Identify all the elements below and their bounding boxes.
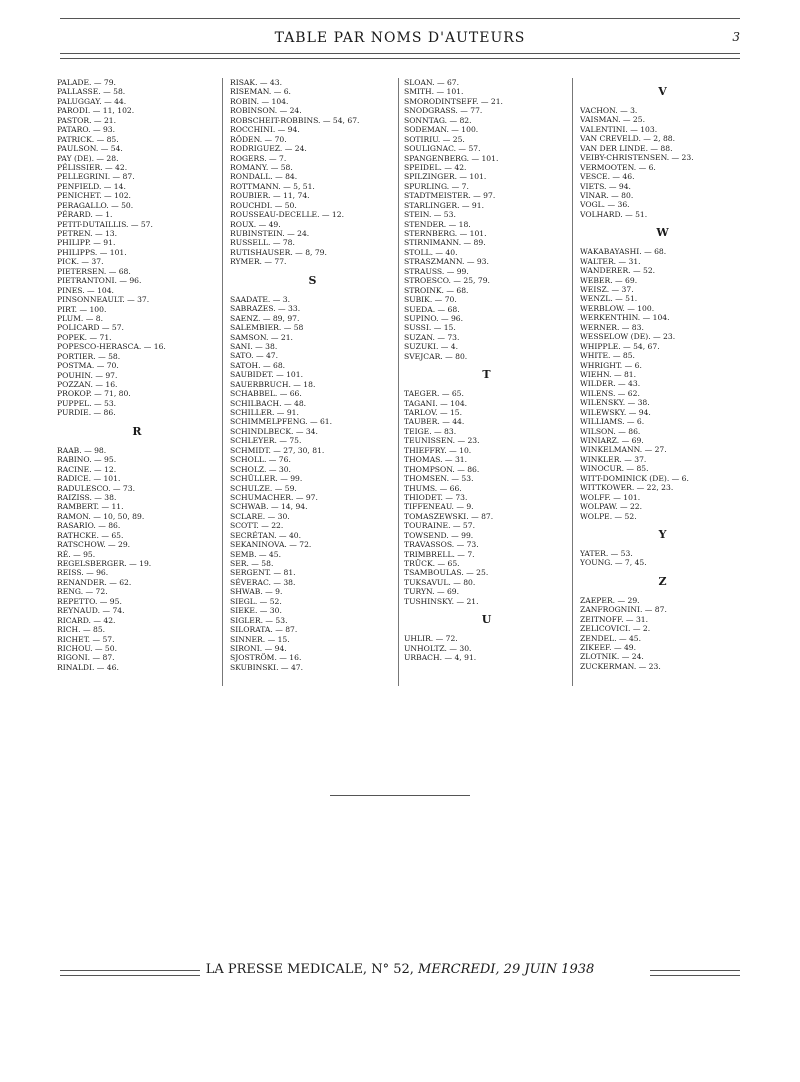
author-entry: PIETERSEN. — 68. xyxy=(57,266,131,276)
author-entry: RIGONI. — 87. xyxy=(57,653,115,663)
author-entry: TSAMBOULAS. — 25. xyxy=(404,568,489,578)
author-entry: ZEITNOFF. — 31. xyxy=(580,614,649,624)
author-entry: SODEMAN. — 100. xyxy=(404,125,479,135)
author-entry: SCHÜLLER. — 99. xyxy=(230,474,303,484)
author-entry: WENZL. — 51. xyxy=(580,294,638,304)
author-entry: WINKELMANN. — 27. xyxy=(580,445,667,455)
author-entry: RATSCHOW. — 29. xyxy=(57,540,131,550)
author-entry: SMITH. — 101. xyxy=(404,87,464,97)
author-entry: POPEK. — 71. xyxy=(57,332,112,342)
author-entry: WOLPAW. — 22. xyxy=(580,502,643,512)
author-entry: STROINK. — 68. xyxy=(404,285,469,295)
author-entry: WIEHN. — 81. xyxy=(580,369,637,379)
author-entry: TRAVASSOS. — 73. xyxy=(404,540,479,550)
author-entry: WESSELOW (DE). — 23. xyxy=(580,332,676,342)
author-entry: RISAK. — 43. xyxy=(230,78,282,87)
author-entry: VACHON. — 3. xyxy=(580,106,638,115)
author-entry: SUBIK. — 70. xyxy=(404,295,457,305)
author-entry: WALTER. — 31. xyxy=(580,256,641,266)
author-entry: SCHUMACHER. — 97. xyxy=(230,492,318,502)
author-entry: SONNTAG. — 82. xyxy=(404,115,472,125)
section-letter-heading: V xyxy=(658,85,667,98)
footer-date: MERCREDI, 29 JUIN 1938 xyxy=(418,962,595,977)
author-entry: THIEFFRY. — 10. xyxy=(404,445,472,455)
author-entry: THOMPSON. — 86. xyxy=(404,464,480,474)
author-entry: THOMAS. — 31. xyxy=(404,455,468,465)
author-entry: WEBER. — 69. xyxy=(580,275,638,285)
author-entry: RUSSELL. — 78. xyxy=(230,238,295,248)
author-entry: POSTMA. — 70. xyxy=(57,361,119,371)
author-entry: ZANFROGNINI. — 87. xyxy=(580,605,667,615)
author-entry: PROKOP. — 71, 80. xyxy=(57,389,131,399)
author-entry: RICHET. — 57. xyxy=(57,634,115,644)
author-entry: PALADE. — 79. xyxy=(57,78,116,87)
author-entry: WOLFF. — 101. xyxy=(580,492,641,502)
author-entry: YOUNG. — 7, 45. xyxy=(580,558,647,568)
author-entry: STARLINGER. — 91. xyxy=(404,200,484,210)
author-entry: VAISMAN. — 25. xyxy=(580,115,645,125)
author-entry: PAULSON. — 54. xyxy=(57,144,123,154)
author-entry: PALLASSE. — 58. xyxy=(57,87,126,97)
author-entry: SPURLING. — 7. xyxy=(404,181,469,191)
author-entry: RÉ. — 95. xyxy=(57,549,96,559)
author-entry: SPEIDEL. — 42. xyxy=(404,162,467,172)
author-entry: SILORATA. — 87. xyxy=(230,625,298,635)
section-letter-heading: S xyxy=(308,273,317,287)
author-entry: REYNAUD. — 74. xyxy=(57,606,125,616)
author-entry: THUMS. — 66. xyxy=(404,483,462,493)
author-entry: SAMSON. — 21. xyxy=(230,332,293,342)
author-entry: URBACH. — 4, 91. xyxy=(404,653,477,663)
author-entry: SECRÉTAN. — 40. xyxy=(230,530,302,540)
author-entry: PIRT. — 100. xyxy=(57,304,107,314)
author-entry: SCHILBACH. — 48. xyxy=(230,398,307,408)
author-entry: RAMON. — 10, 50, 89. xyxy=(57,511,145,521)
author-entry: SIRONI. — 94. xyxy=(230,643,287,653)
author-entry: RUTISHAUSER. — 8, 79. xyxy=(230,247,327,257)
author-entry: SVEJCAR. — 80. xyxy=(404,351,468,361)
author-entry: ROUCHDI. — 50. xyxy=(230,200,297,210)
author-entry: TEUNISSEN. — 23. xyxy=(404,436,480,446)
author-entry: PALUGGAY. — 44. xyxy=(57,96,127,106)
author-entry: SANI. — 38. xyxy=(230,341,278,351)
author-entry: THIODET. — 73. xyxy=(404,492,468,502)
author-entry: STOLL. — 40. xyxy=(404,247,458,257)
author-entry: TAGANI. — 104. xyxy=(404,398,468,408)
author-entry: POLICARD — 57. xyxy=(57,323,124,333)
author-entry: SCLARE. — 30. xyxy=(230,511,290,521)
author-entry: REISS. — 96. xyxy=(57,568,109,578)
author-entry: PATARO. — 93. xyxy=(57,125,116,135)
author-entry: STENDER. — 18. xyxy=(404,219,471,229)
author-entry: PARODI. — 11, 102. xyxy=(57,106,135,116)
author-entry: SCHABBEL. — 66. xyxy=(230,389,302,399)
author-entry: PETIT-DUTAILLIS. — 57. xyxy=(57,219,153,229)
column-divider xyxy=(398,78,399,686)
author-entry: SINNER. — 15. xyxy=(230,634,290,644)
author-entry: WEISZ. — 37. xyxy=(580,285,634,294)
author-entry: VERMOOTEN. — 6. xyxy=(580,162,656,172)
author-entry: REGELSBERGER. — 19. xyxy=(57,559,152,568)
author-entry: VINAR. — 80. xyxy=(580,190,634,200)
index-column-2 xyxy=(230,78,395,672)
author-entry: ZENDEL. — 45. xyxy=(580,633,642,643)
header-rule-bottom xyxy=(60,53,740,59)
author-entry: SEKANINOVA. — 72. xyxy=(230,540,312,550)
author-entry: REPETTO. — 95. xyxy=(57,596,122,606)
section-letter-heading: W xyxy=(656,226,669,240)
index-column-4 xyxy=(580,78,745,671)
author-entry: WITT-DOMINICK (DE). — 6. xyxy=(580,473,689,483)
author-entry: SCHOLL. — 76. xyxy=(230,455,291,465)
section-letter-heading: U xyxy=(481,613,492,627)
author-entry: WITTKOWER. — 22, 23. xyxy=(580,483,674,493)
author-entry: SKUBINSKI. — 47. xyxy=(230,662,304,672)
author-entry: WILLIAMS. — 6. xyxy=(580,417,645,427)
section-letter-heading: R xyxy=(132,424,142,438)
author-entry: SAENZ. — 89, 97. xyxy=(230,313,300,323)
end-divider xyxy=(330,795,470,796)
author-entry: SALEMBIER. — 58 xyxy=(230,323,304,333)
author-entry: STADTMEISTER. — 97. xyxy=(404,191,496,201)
author-entry: WILDER. — 43. xyxy=(580,379,641,389)
author-entry: WILSON. — 86. xyxy=(580,426,641,436)
author-entry: STROESCO. — 25, 79. xyxy=(404,276,490,286)
author-entry: PICK. — 37. xyxy=(57,257,104,267)
author-entry: TURYN. — 69. xyxy=(404,587,460,597)
author-entry: WHRIGHT. — 6. xyxy=(580,360,642,370)
author-entry: WHITE. — 85. xyxy=(580,351,635,361)
author-entry: PLUM. — 8. xyxy=(57,313,103,323)
author-entry: SATOH. — 68. xyxy=(230,360,286,370)
author-entry: RINALDI. — 46. xyxy=(57,662,119,672)
author-entry: VOLHARD. — 51. xyxy=(580,209,648,219)
author-entry: WILENS. — 62. xyxy=(580,388,640,398)
author-entry: POPESCO-HERASCA. — 16. xyxy=(57,342,166,352)
author-entry: WERNER. — 83. xyxy=(580,322,644,332)
author-entry: SCHLEYER. — 75. xyxy=(230,436,302,446)
author-entry: STRASZMANN. — 93. xyxy=(404,257,489,267)
author-entry: SHWAB. — 9. xyxy=(230,587,283,597)
author-entry: RABINO. — 95. xyxy=(57,455,117,465)
section-letter-heading: Y xyxy=(658,527,667,541)
author-entry: SPANGENBERG. — 101. xyxy=(404,153,499,163)
author-entry: STRAUSS. — 99. xyxy=(404,266,469,276)
author-entry: PASTOR. — 21. xyxy=(57,115,117,125)
author-entry: SMORODINTSEFF. — 21. xyxy=(404,96,503,106)
author-entry: VIETS. — 94. xyxy=(580,181,631,191)
page-number: 3 xyxy=(732,30,740,44)
author-entry: PENFIELD. — 14. xyxy=(57,181,126,191)
footer-rule-right xyxy=(650,970,740,976)
header-rule-top xyxy=(60,18,740,19)
author-entry: RACINE. — 12. xyxy=(57,464,117,474)
author-entry: ROUBIER. — 11, 74. xyxy=(230,191,310,201)
author-entry: ZIKEEF. — 49. xyxy=(580,643,637,652)
author-entry: ROUSSEAU-DECELLE. — 12. xyxy=(230,210,344,220)
author-entry: VAN CREVELD. — 2, 88. xyxy=(580,134,676,144)
author-entry: TUSHINSKY. — 21. xyxy=(404,596,479,606)
author-entry: YATER. — 53. xyxy=(580,548,633,558)
author-entry: SLOAN. — 67. xyxy=(404,78,460,87)
author-entry: SÉVERAC. — 38. xyxy=(230,577,296,587)
author-entry: WERBLOW. — 100. xyxy=(580,303,655,313)
page-header xyxy=(60,30,740,48)
author-entry: RENANDER. — 62. xyxy=(57,577,132,587)
author-entry: SUZAN. — 73. xyxy=(404,332,460,342)
author-entry: RODRIGUEZ. — 24. xyxy=(230,144,307,154)
author-entry: PERAGALLO. — 50. xyxy=(57,200,134,210)
author-entry: PURDIE. — 86. xyxy=(57,408,116,418)
column-divider xyxy=(572,78,573,686)
author-entry: PATRICK. — 85. xyxy=(57,134,119,144)
author-entry: RAAB. — 98. xyxy=(57,445,107,455)
author-entry: TRÜCK. — 65. xyxy=(404,559,460,568)
author-entry: WINKLER. — 37. xyxy=(580,454,647,464)
author-entry: TOWSEND. — 99. xyxy=(404,530,474,540)
author-entry: ROCCHINI. — 94. xyxy=(230,125,300,135)
author-entry: VALENTINI. — 103. xyxy=(580,124,658,134)
author-entry: WILENSKY. — 38. xyxy=(580,398,650,408)
author-entry: SJOSTRÖM. — 16. xyxy=(230,653,302,663)
author-entry: SOTIRIU. — 25. xyxy=(404,134,465,144)
author-entry: PUPPEL. — 53. xyxy=(57,398,117,408)
author-entry: PELLEGRINI. — 87. xyxy=(57,172,135,182)
author-entry: POZZAN. — 16. xyxy=(57,380,118,389)
author-entry: PÉLISSIER. — 42. xyxy=(57,162,128,172)
author-entry: SEMB. — 45. xyxy=(230,549,282,559)
page-footer xyxy=(60,962,740,982)
author-entry: SER. — 58. xyxy=(230,559,274,568)
author-entry: SIGLER. — 53. xyxy=(230,615,288,625)
author-entry: PORTIER. — 58. xyxy=(57,351,121,361)
author-entry: SERGENT. — 81. xyxy=(230,568,296,578)
footer-journal: LA PRESSE MEDICALE, xyxy=(205,962,368,977)
footer-text xyxy=(60,962,740,977)
author-entry: TRIMBRELL. — 7. xyxy=(404,549,475,559)
author-entry: SIEKE. — 30. xyxy=(230,606,282,616)
author-entry: SATO. — 47. xyxy=(230,351,279,361)
author-entry: SUSSI. — 15. xyxy=(404,323,456,333)
author-entry: RADICE. — 101. xyxy=(57,474,121,484)
author-entry: PETREN. — 13. xyxy=(57,229,118,238)
author-entry: WANDERER. — 52. xyxy=(580,266,656,276)
author-entry: RÖDEN. — 70. xyxy=(230,134,287,144)
author-entry: TOURAINE. — 57. xyxy=(404,521,475,531)
author-entry: SIEGL. — 52. xyxy=(230,596,282,606)
author-entry: SAUERBRUCH. — 18. xyxy=(230,379,316,389)
author-entry: RONDALL. — 84. xyxy=(230,172,298,182)
author-entry: VEIBY-CHRISTENSEN. — 23. xyxy=(580,153,694,163)
author-entry: ROUX. — 49. xyxy=(230,219,281,229)
author-entry: RICHOU. — 50. xyxy=(57,643,117,653)
author-entry: PÉRARD. — 1. xyxy=(57,210,113,220)
author-entry: SUPINO. — 96. xyxy=(404,313,464,323)
author-entry: WOLPE. — 52. xyxy=(580,511,637,521)
column-divider xyxy=(222,78,223,686)
author-entry: SCHOLZ. — 30. xyxy=(230,464,291,474)
author-entry: PHILIPP. — 91. xyxy=(57,238,116,248)
author-entry: SPILZINGER. — 101. xyxy=(404,172,487,182)
page-title: TABLE PAR NOMS D'AUTEURS xyxy=(274,30,526,46)
author-entry: PINSONNEAULT. — 37. xyxy=(57,295,150,305)
author-entry: WHIPPLE. — 54, 67. xyxy=(580,341,660,351)
author-entry: WINIARZ. — 69. xyxy=(580,436,644,445)
author-entry: SCHWAB. — 14, 94. xyxy=(230,502,308,512)
section-letter-heading: Z xyxy=(658,574,667,588)
author-entry: PINES. — 104. xyxy=(57,285,114,295)
author-entry: RYMER. — 77. xyxy=(230,257,287,267)
author-entry: TIFFENEAU. — 9. xyxy=(404,502,474,512)
author-entry: RENG. — 72. xyxy=(57,587,108,597)
author-entry: WERKENTHIN. — 104. xyxy=(580,313,670,323)
author-entry: RICARD. — 42. xyxy=(57,615,116,625)
author-entry: SCHULZE. — 59. xyxy=(230,483,297,493)
author-entry: THOMSEN. — 53. xyxy=(404,474,474,484)
author-entry: ZLOTNIK. — 24. xyxy=(580,652,644,662)
author-entry: UNHOLTZ. — 30. xyxy=(404,643,472,653)
author-entry: RUBINSTEIN. — 24. xyxy=(230,229,310,238)
author-entry: ZELICOVICI. — 2. xyxy=(580,624,651,634)
author-entry: STIRNIMANN. — 89. xyxy=(404,238,486,248)
author-entry: VOGL. — 36. xyxy=(580,200,630,210)
author-entry: STEIN. — 53. xyxy=(404,210,456,220)
author-entry: ZUCKERMAN. — 23. xyxy=(580,661,661,671)
author-entry: RISEMAN. — 6. xyxy=(230,87,291,97)
author-entry: SAADATE. — 3. xyxy=(230,294,291,304)
author-entry: WAKABAYASHI. — 68. xyxy=(580,247,667,257)
author-entry: SCOTT. — 22. xyxy=(230,521,284,531)
author-entry: ROGERS. — 7. xyxy=(230,153,287,163)
author-entry: TAUBER. — 44. xyxy=(404,417,465,427)
author-entry: SABRAZES. — 33. xyxy=(230,304,301,314)
author-entry: TOMASZEWSKI. — 87. xyxy=(404,511,494,521)
author-entry: WINOCUR. — 85. xyxy=(580,464,649,474)
author-entry: SUEDA. — 68. xyxy=(404,304,460,314)
author-entry: ROBINSON. — 24. xyxy=(230,106,302,116)
footer-issue: N° 52, xyxy=(371,962,414,977)
author-entry: SAUBIDET. — 101. xyxy=(230,370,303,380)
author-entry: SCHIMMELPFENG. — 61. xyxy=(230,417,333,427)
author-entry: ROBIN. — 104. xyxy=(230,96,289,106)
author-entry: VAN DER LINDE. — 88. xyxy=(580,143,673,153)
author-entry: POUHIN. — 97. xyxy=(57,370,118,380)
author-entry: ZAEPER. — 29. xyxy=(580,595,640,605)
author-entry: WILEWSKY. — 94. xyxy=(580,407,651,417)
author-entry: TARLOV. — 15. xyxy=(404,408,463,417)
author-entry: PAY (DE). — 28. xyxy=(57,153,119,163)
author-entry: RAIZISS. — 38. xyxy=(57,492,117,502)
author-entry: SCHILLER. — 91. xyxy=(230,408,299,417)
author-entry: RAMBERT. — 11. xyxy=(57,502,124,512)
author-entry: SOULIGNAC. — 57. xyxy=(404,144,481,154)
author-entry: SCHMIDT. — 27, 30, 81. xyxy=(230,445,325,455)
author-entry: RATHCKE. — 65. xyxy=(57,530,124,540)
section-letter-heading: T xyxy=(482,368,491,382)
author-entry: VESCE. — 46. xyxy=(580,172,635,182)
author-entry: SCHINDLBECK. — 34. xyxy=(230,426,318,436)
author-entry: RADULESCO. — 73. xyxy=(57,483,135,493)
author-entry: STERNBERG. — 101. xyxy=(404,229,487,238)
author-entry: ROTTMANN. — 5, 51. xyxy=(230,181,315,191)
author-entry: TUKSAVUL. — 80. xyxy=(404,577,476,587)
index-column-3 xyxy=(404,78,569,663)
author-entry: ROMANY. — 58. xyxy=(230,162,293,172)
author-entry: TEIGE. — 83. xyxy=(404,426,457,436)
author-entry: RASARIO. — 86. xyxy=(57,521,121,531)
author-entry: TAEGER. — 65. xyxy=(404,389,464,399)
author-entry: SNODGRASS. — 77. xyxy=(404,106,483,116)
index-column-1 xyxy=(57,78,217,672)
author-entry: UHLIR. — 72. xyxy=(404,634,458,644)
author-entry: RICH. — 85. xyxy=(57,625,106,635)
author-entry: PHILIPPS. — 101. xyxy=(57,247,127,257)
author-entry: PIETRANTONI. — 96. xyxy=(57,276,142,286)
author-entry: SUZUKI. — 4. xyxy=(404,342,459,352)
author-entry: ROBSCHEIT-ROBBINS. — 54, 67. xyxy=(230,115,360,125)
author-entry: PENICHET. — 102. xyxy=(57,191,131,201)
